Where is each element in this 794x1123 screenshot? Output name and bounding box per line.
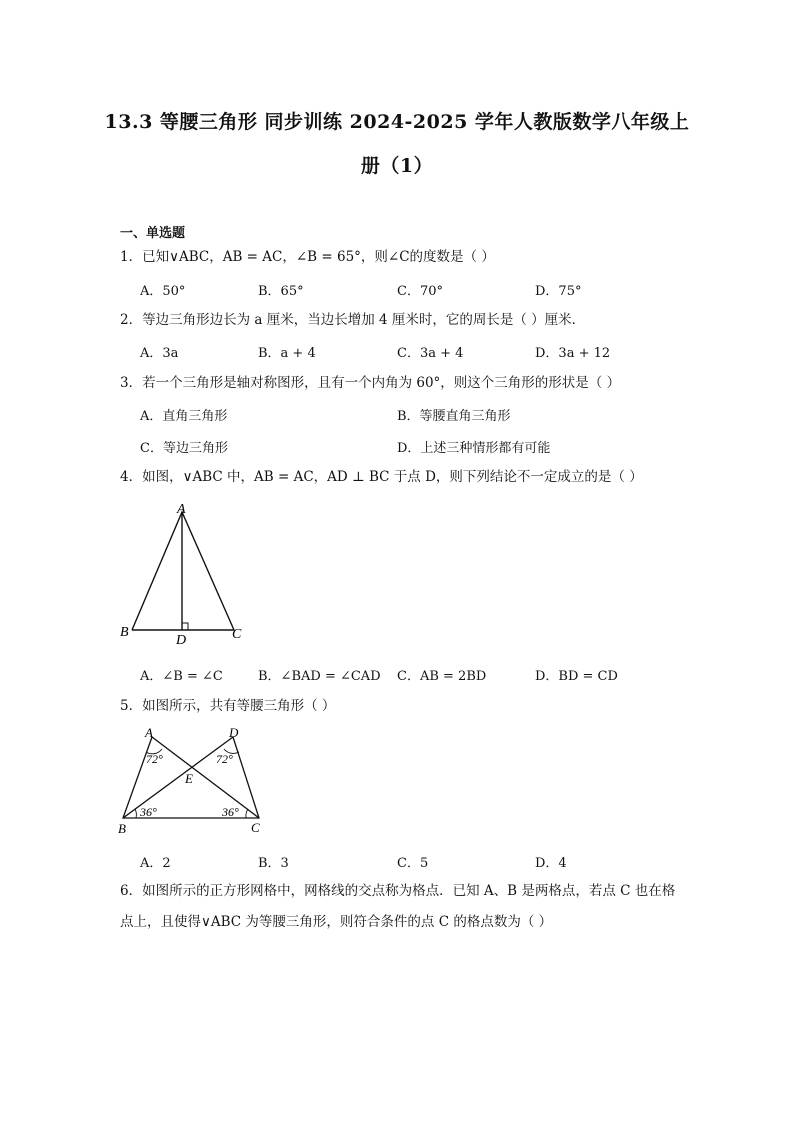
q2-option-c: C．3a + 4 [397,346,464,361]
title-line-1: 13.3 等腰三角形 同步训练 2024-2025 学年人教版数学八年级上 [104,111,690,133]
q3-option-a: A．直角三角形 [140,409,228,424]
question-6: 6．如图所示的正方形网格中，网格线的交点称为格点．已知 A、B 是两格点，若点 C 也在格点上，且使得∨ABC 为等腰三角形，则符合条件的点 C 的格点数为（ ） [120,883,676,930]
q1-option-d: D．75° [535,284,582,299]
q5-label-a: A [145,725,153,740]
q2-option-b: B．a + 4 [258,346,316,361]
title-line-2: 册（1） [360,155,434,177]
q4-option-c: C．AB = 2BD [397,669,487,684]
q1-option-a: A．50° [140,284,186,299]
q5-label-e: E [185,771,193,786]
q4-label-d: D [176,633,187,648]
q4-triangle-figure [118,500,248,648]
question-5: 5．如图所示，共有等腰三角形（ ） [120,698,336,714]
q4-option-d: D．BD = CD [535,669,618,684]
q4-option-a: A．∠B = ∠C [140,669,223,684]
q4-label-c: C [232,627,242,642]
document-title [100,100,694,188]
q5-angle-b: 36° [140,805,157,819]
q2-option-a: A．3a [140,346,179,361]
section-heading: 一、单选题 [120,226,186,241]
q5-option-b: B．3 [258,856,289,871]
question-1: 1．已知∨ABC，AB = AC，∠B = 65°，则∠C的度数是（ ） [120,249,495,265]
q5-angle-c: 36° [222,805,239,819]
q2-option-d: D．3a + 12 [535,346,611,361]
q5-angle-d: 72° [216,752,233,766]
q5-angle-a: 72° [146,752,163,766]
q3-option-c: C．等边三角形 [140,441,228,456]
q5-triangles-figure [118,725,268,837]
q4-option-b: B．∠BAD = ∠CAD [258,669,381,684]
question-2: 2．等边三角形边长为 a 厘米，当边长增加 4 厘米时，它的周长是（ ）厘米． [120,312,586,328]
question-3: 3．若一个三角形是轴对称图形，且有一个内角为 60°，则这个三角形的形状是（ ） [120,375,621,391]
q5-option-c: C．5 [397,856,429,871]
q5-option-d: D．4 [535,856,567,871]
q1-option-c: C．70° [397,284,443,299]
q5-label-d: D [229,725,239,740]
question-4: 4．如图，∨ABC 中，AB = AC，AD ⊥ BC 于点 D，则下列结论不一定成立的是（ ） [120,469,643,485]
q5-option-a: A．2 [140,856,171,871]
q3-option-d: D．上述三种情形都有可能 [397,441,551,456]
q1-option-b: B．65° [258,284,304,299]
q4-label-b: B [120,625,129,640]
q3-option-b: B．等腰直角三角形 [397,409,511,424]
q5-label-c: C [251,820,260,835]
q5-label-b: B [118,821,126,836]
q4-label-a: A [177,502,186,517]
